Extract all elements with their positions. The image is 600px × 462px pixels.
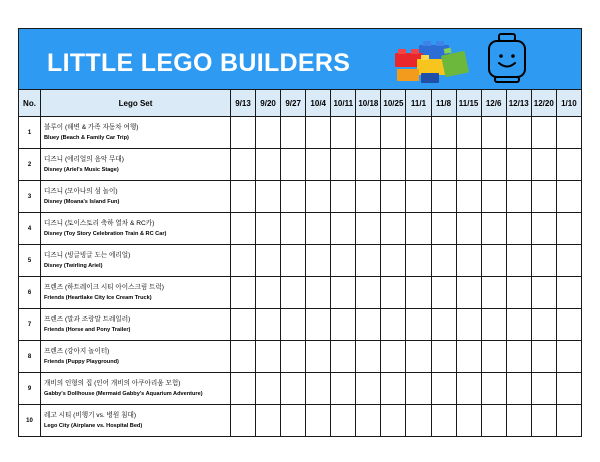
attendance-cell[interactable] bbox=[431, 373, 456, 405]
attendance-cell[interactable] bbox=[556, 117, 581, 149]
attendance-cell[interactable] bbox=[506, 149, 531, 181]
date-header: 9/13 bbox=[231, 90, 256, 117]
attendance-cell[interactable] bbox=[231, 373, 256, 405]
attendance-cell[interactable] bbox=[356, 245, 381, 277]
lego-set-korean-name: 프렌즈 (하트레이크 시티 아이스크림 트럭) bbox=[44, 283, 165, 291]
attendance-cell[interactable] bbox=[331, 213, 356, 245]
date-header: 10/25 bbox=[381, 90, 406, 117]
row-number: 5 bbox=[19, 245, 41, 277]
table-row bbox=[19, 373, 582, 405]
lego-bricks-icon bbox=[381, 33, 473, 85]
attendance-cell[interactable] bbox=[281, 181, 306, 213]
lego-set-english-name: Lego City (Airplane vs. Hospital Bed) bbox=[44, 422, 143, 429]
header-lego-set: Lego Set bbox=[41, 90, 231, 117]
attendance-cell[interactable] bbox=[556, 405, 581, 437]
attendance-cell[interactable] bbox=[381, 309, 406, 341]
attendance-cell[interactable] bbox=[331, 341, 356, 373]
attendance-cell[interactable] bbox=[481, 117, 506, 149]
attendance-cell[interactable] bbox=[381, 341, 406, 373]
attendance-cell[interactable] bbox=[456, 277, 481, 309]
attendance-cell[interactable] bbox=[256, 117, 281, 149]
attendance-cell[interactable] bbox=[306, 149, 331, 181]
lego-set-cell bbox=[41, 117, 231, 149]
attendance-table bbox=[18, 89, 582, 437]
attendance-cell[interactable] bbox=[431, 405, 456, 437]
lego-set-english-name: Friends (Horse and Pony Trailer) bbox=[44, 326, 131, 333]
attendance-cell[interactable] bbox=[356, 181, 381, 213]
attendance-cell[interactable] bbox=[556, 277, 581, 309]
attendance-cell[interactable] bbox=[431, 213, 456, 245]
lego-set-korean-name: 디즈니 (빙글빙글 도는 에리얼) bbox=[44, 251, 131, 259]
attendance-cell[interactable] bbox=[356, 213, 381, 245]
row-number: 9 bbox=[19, 373, 41, 405]
attendance-cell[interactable] bbox=[531, 341, 556, 373]
attendance-cell[interactable] bbox=[256, 405, 281, 437]
attendance-cell[interactable] bbox=[406, 341, 431, 373]
table-row bbox=[19, 149, 582, 181]
attendance-cell[interactable] bbox=[481, 277, 506, 309]
attendance-cell[interactable] bbox=[306, 373, 331, 405]
table-row bbox=[19, 245, 582, 277]
lego-set-english-name: Friends (Heartlake City Ice Cream Truck) bbox=[44, 294, 152, 301]
attendance-cell[interactable] bbox=[506, 181, 531, 213]
attendance-cell[interactable] bbox=[456, 405, 481, 437]
attendance-cell[interactable] bbox=[356, 149, 381, 181]
attendance-cell[interactable] bbox=[481, 309, 506, 341]
attendance-cell[interactable] bbox=[431, 245, 456, 277]
attendance-cell[interactable] bbox=[306, 341, 331, 373]
lego-set-english-name: Disney (Twirling Ariel) bbox=[44, 262, 103, 269]
attendance-sheet bbox=[18, 28, 582, 437]
attendance-cell[interactable] bbox=[456, 245, 481, 277]
attendance-cell[interactable] bbox=[456, 309, 481, 341]
attendance-cell[interactable] bbox=[356, 341, 381, 373]
attendance-cell[interactable] bbox=[381, 149, 406, 181]
attendance-cell[interactable] bbox=[331, 277, 356, 309]
attendance-cell[interactable] bbox=[331, 245, 356, 277]
table-row bbox=[19, 405, 582, 437]
attendance-cell[interactable] bbox=[356, 309, 381, 341]
lego-set-english-name: Disney (Ariel's Music Stage) bbox=[44, 166, 119, 173]
lego-set-cell bbox=[41, 213, 231, 245]
lego-set-korean-name: 레고 시티 (비행기 vs. 병원 침대) bbox=[44, 411, 137, 419]
attendance-cell[interactable] bbox=[531, 213, 556, 245]
lego-set-korean-name: 개비의 인형의 집 (인어 개비의 아쿠아리움 모험) bbox=[44, 379, 181, 387]
lego-set-cell bbox=[41, 149, 231, 181]
attendance-cell[interactable] bbox=[406, 373, 431, 405]
date-header: 10/4 bbox=[306, 90, 331, 117]
attendance-cell[interactable] bbox=[381, 213, 406, 245]
attendance-cell[interactable] bbox=[356, 373, 381, 405]
attendance-cell[interactable] bbox=[281, 117, 306, 149]
attendance-cell[interactable] bbox=[231, 277, 256, 309]
lego-set-english-name: Bluey (Beach & Family Car Trip) bbox=[44, 134, 129, 141]
row-number: 7 bbox=[19, 309, 41, 341]
attendance-cell[interactable] bbox=[356, 405, 381, 437]
attendance-cell[interactable] bbox=[506, 277, 531, 309]
attendance-cell[interactable] bbox=[306, 277, 331, 309]
attendance-cell[interactable] bbox=[456, 213, 481, 245]
attendance-cell[interactable] bbox=[331, 181, 356, 213]
row-number: 8 bbox=[19, 341, 41, 373]
date-header: 10/11 bbox=[331, 90, 356, 117]
attendance-cell[interactable] bbox=[531, 277, 556, 309]
table-row bbox=[19, 117, 582, 149]
date-header: 10/18 bbox=[356, 90, 381, 117]
attendance-cell[interactable] bbox=[506, 405, 531, 437]
attendance-cell[interactable] bbox=[531, 405, 556, 437]
attendance-cell[interactable] bbox=[306, 245, 331, 277]
attendance-cell[interactable] bbox=[231, 245, 256, 277]
lego-set-english-name: Disney (Toy Story Celebration Train & RC Car) bbox=[44, 230, 167, 237]
attendance-cell[interactable] bbox=[431, 117, 456, 149]
date-header: 11/8 bbox=[431, 90, 456, 117]
table-row bbox=[19, 309, 582, 341]
attendance-cell[interactable] bbox=[281, 373, 306, 405]
attendance-cell[interactable] bbox=[506, 309, 531, 341]
attendance-cell[interactable] bbox=[456, 373, 481, 405]
lego-set-cell bbox=[41, 405, 231, 437]
attendance-cell[interactable] bbox=[406, 181, 431, 213]
title-banner bbox=[18, 28, 582, 89]
date-header: 9/27 bbox=[281, 90, 306, 117]
row-number: 10 bbox=[19, 405, 41, 437]
attendance-cell[interactable] bbox=[381, 277, 406, 309]
table-row bbox=[19, 213, 582, 245]
date-header: 12/20 bbox=[531, 90, 556, 117]
date-header: 1/10 bbox=[556, 90, 581, 117]
lego-set-korean-name: 디즈니 (토이스토리 축하 열차 & RC카) bbox=[44, 219, 155, 227]
attendance-cell[interactable] bbox=[506, 373, 531, 405]
attendance-cell[interactable] bbox=[356, 117, 381, 149]
attendance-cell[interactable] bbox=[381, 117, 406, 149]
attendance-cell[interactable] bbox=[331, 117, 356, 149]
attendance-cell[interactable] bbox=[331, 405, 356, 437]
date-header: 9/20 bbox=[256, 90, 281, 117]
lego-set-english-name: Friends (Puppy Playground) bbox=[44, 358, 119, 365]
row-number: 1 bbox=[19, 117, 41, 149]
header-row bbox=[19, 90, 582, 117]
attendance-cell[interactable] bbox=[256, 309, 281, 341]
date-header: 11/15 bbox=[456, 90, 481, 117]
attendance-cell[interactable] bbox=[506, 341, 531, 373]
attendance-cell[interactable] bbox=[281, 309, 306, 341]
attendance-cell[interactable] bbox=[331, 373, 356, 405]
attendance-cell[interactable] bbox=[531, 181, 556, 213]
attendance-cell[interactable] bbox=[531, 149, 556, 181]
attendance-cell[interactable] bbox=[481, 405, 506, 437]
attendance-cell[interactable] bbox=[381, 373, 406, 405]
page-title: LITTLE LEGO BUILDERS bbox=[47, 49, 351, 77]
lego-set-cell bbox=[41, 277, 231, 309]
attendance-cell[interactable] bbox=[481, 245, 506, 277]
attendance-cell[interactable] bbox=[556, 245, 581, 277]
attendance-cell[interactable] bbox=[306, 309, 331, 341]
lego-set-korean-name: 디즈니 (모아나의 섬 놀이) bbox=[44, 187, 118, 195]
attendance-cell[interactable] bbox=[256, 373, 281, 405]
attendance-cell[interactable] bbox=[406, 117, 431, 149]
lego-set-cell bbox=[41, 309, 231, 341]
lego-set-korean-name: 프렌즈 (강아지 놀이터) bbox=[44, 347, 110, 355]
attendance-cell[interactable] bbox=[231, 309, 256, 341]
lego-set-korean-name: 프렌즈 (말과 조랑말 트레일러) bbox=[44, 315, 131, 323]
attendance-cell[interactable] bbox=[556, 213, 581, 245]
attendance-cell[interactable] bbox=[406, 405, 431, 437]
attendance-cell[interactable] bbox=[281, 149, 306, 181]
attendance-cell[interactable] bbox=[256, 277, 281, 309]
attendance-cell[interactable] bbox=[256, 341, 281, 373]
attendance-cell[interactable] bbox=[306, 213, 331, 245]
attendance-cell[interactable] bbox=[231, 341, 256, 373]
attendance-cell[interactable] bbox=[256, 181, 281, 213]
attendance-cell[interactable] bbox=[231, 213, 256, 245]
row-number: 6 bbox=[19, 277, 41, 309]
lego-head-icon bbox=[483, 31, 531, 87]
attendance-cell[interactable] bbox=[556, 373, 581, 405]
attendance-cell[interactable] bbox=[381, 405, 406, 437]
attendance-cell[interactable] bbox=[481, 149, 506, 181]
attendance-cell[interactable] bbox=[231, 405, 256, 437]
attendance-cell[interactable] bbox=[531, 309, 556, 341]
lego-set-korean-name: 블루이 (해변 & 가족 자동차 여행) bbox=[44, 123, 139, 131]
lego-set-cell bbox=[41, 181, 231, 213]
attendance-cell[interactable] bbox=[456, 181, 481, 213]
attendance-cell[interactable] bbox=[531, 245, 556, 277]
attendance-cell[interactable] bbox=[506, 245, 531, 277]
attendance-cell[interactable] bbox=[556, 181, 581, 213]
attendance-cell[interactable] bbox=[281, 277, 306, 309]
lego-set-korean-name: 디즈니 (에리얼의 음악 무대) bbox=[44, 155, 124, 163]
lego-set-cell bbox=[41, 341, 231, 373]
attendance-cell[interactable] bbox=[331, 309, 356, 341]
attendance-cell[interactable] bbox=[531, 373, 556, 405]
attendance-cell[interactable] bbox=[506, 117, 531, 149]
attendance-cell[interactable] bbox=[481, 341, 506, 373]
date-header: 12/6 bbox=[481, 90, 506, 117]
date-header: 11/1 bbox=[406, 90, 431, 117]
attendance-cell[interactable] bbox=[281, 341, 306, 373]
row-number: 3 bbox=[19, 181, 41, 213]
attendance-cell[interactable] bbox=[381, 181, 406, 213]
attendance-cell[interactable] bbox=[331, 149, 356, 181]
attendance-cell[interactable] bbox=[381, 245, 406, 277]
header-no: No. bbox=[19, 90, 41, 117]
attendance-cell[interactable] bbox=[481, 181, 506, 213]
attendance-cell[interactable] bbox=[556, 149, 581, 181]
attendance-cell[interactable] bbox=[231, 181, 256, 213]
attendance-cell[interactable] bbox=[481, 373, 506, 405]
row-number: 2 bbox=[19, 149, 41, 181]
lego-set-cell bbox=[41, 245, 231, 277]
attendance-cell[interactable] bbox=[306, 117, 331, 149]
attendance-cell[interactable] bbox=[556, 341, 581, 373]
table-row bbox=[19, 181, 582, 213]
row-number: 4 bbox=[19, 213, 41, 245]
attendance-cell[interactable] bbox=[406, 149, 431, 181]
attendance-cell[interactable] bbox=[456, 341, 481, 373]
attendance-cell[interactable] bbox=[281, 405, 306, 437]
attendance-cell[interactable] bbox=[431, 277, 456, 309]
attendance-cell[interactable] bbox=[406, 213, 431, 245]
attendance-cell[interactable] bbox=[506, 213, 531, 245]
attendance-cell[interactable] bbox=[456, 117, 481, 149]
table-row bbox=[19, 341, 582, 373]
lego-set-english-name: Gabby's Dollhouse (Mermaid Gabby's Aquarium Adventure) bbox=[44, 390, 203, 397]
attendance-cell[interactable] bbox=[256, 245, 281, 277]
attendance-cell[interactable] bbox=[431, 341, 456, 373]
attendance-cell[interactable] bbox=[306, 181, 331, 213]
attendance-cell[interactable] bbox=[281, 213, 306, 245]
attendance-cell[interactable] bbox=[431, 309, 456, 341]
attendance-cell[interactable] bbox=[356, 277, 381, 309]
lego-set-cell bbox=[41, 373, 231, 405]
attendance-cell[interactable] bbox=[456, 149, 481, 181]
attendance-cell[interactable] bbox=[406, 245, 431, 277]
attendance-cell[interactable] bbox=[231, 149, 256, 181]
attendance-cell[interactable] bbox=[431, 181, 456, 213]
attendance-cell[interactable] bbox=[256, 149, 281, 181]
attendance-cell[interactable] bbox=[406, 309, 431, 341]
attendance-cell[interactable] bbox=[306, 405, 331, 437]
table-row bbox=[19, 277, 582, 309]
attendance-cell[interactable] bbox=[556, 309, 581, 341]
attendance-cell[interactable] bbox=[231, 117, 256, 149]
attendance-cell[interactable] bbox=[481, 213, 506, 245]
attendance-cell[interactable] bbox=[281, 245, 306, 277]
attendance-cell[interactable] bbox=[531, 117, 556, 149]
attendance-cell[interactable] bbox=[256, 213, 281, 245]
date-header: 12/13 bbox=[506, 90, 531, 117]
lego-set-english-name: Disney (Moana's Island Fun) bbox=[44, 198, 120, 205]
attendance-cell[interactable] bbox=[431, 149, 456, 181]
attendance-cell[interactable] bbox=[406, 277, 431, 309]
